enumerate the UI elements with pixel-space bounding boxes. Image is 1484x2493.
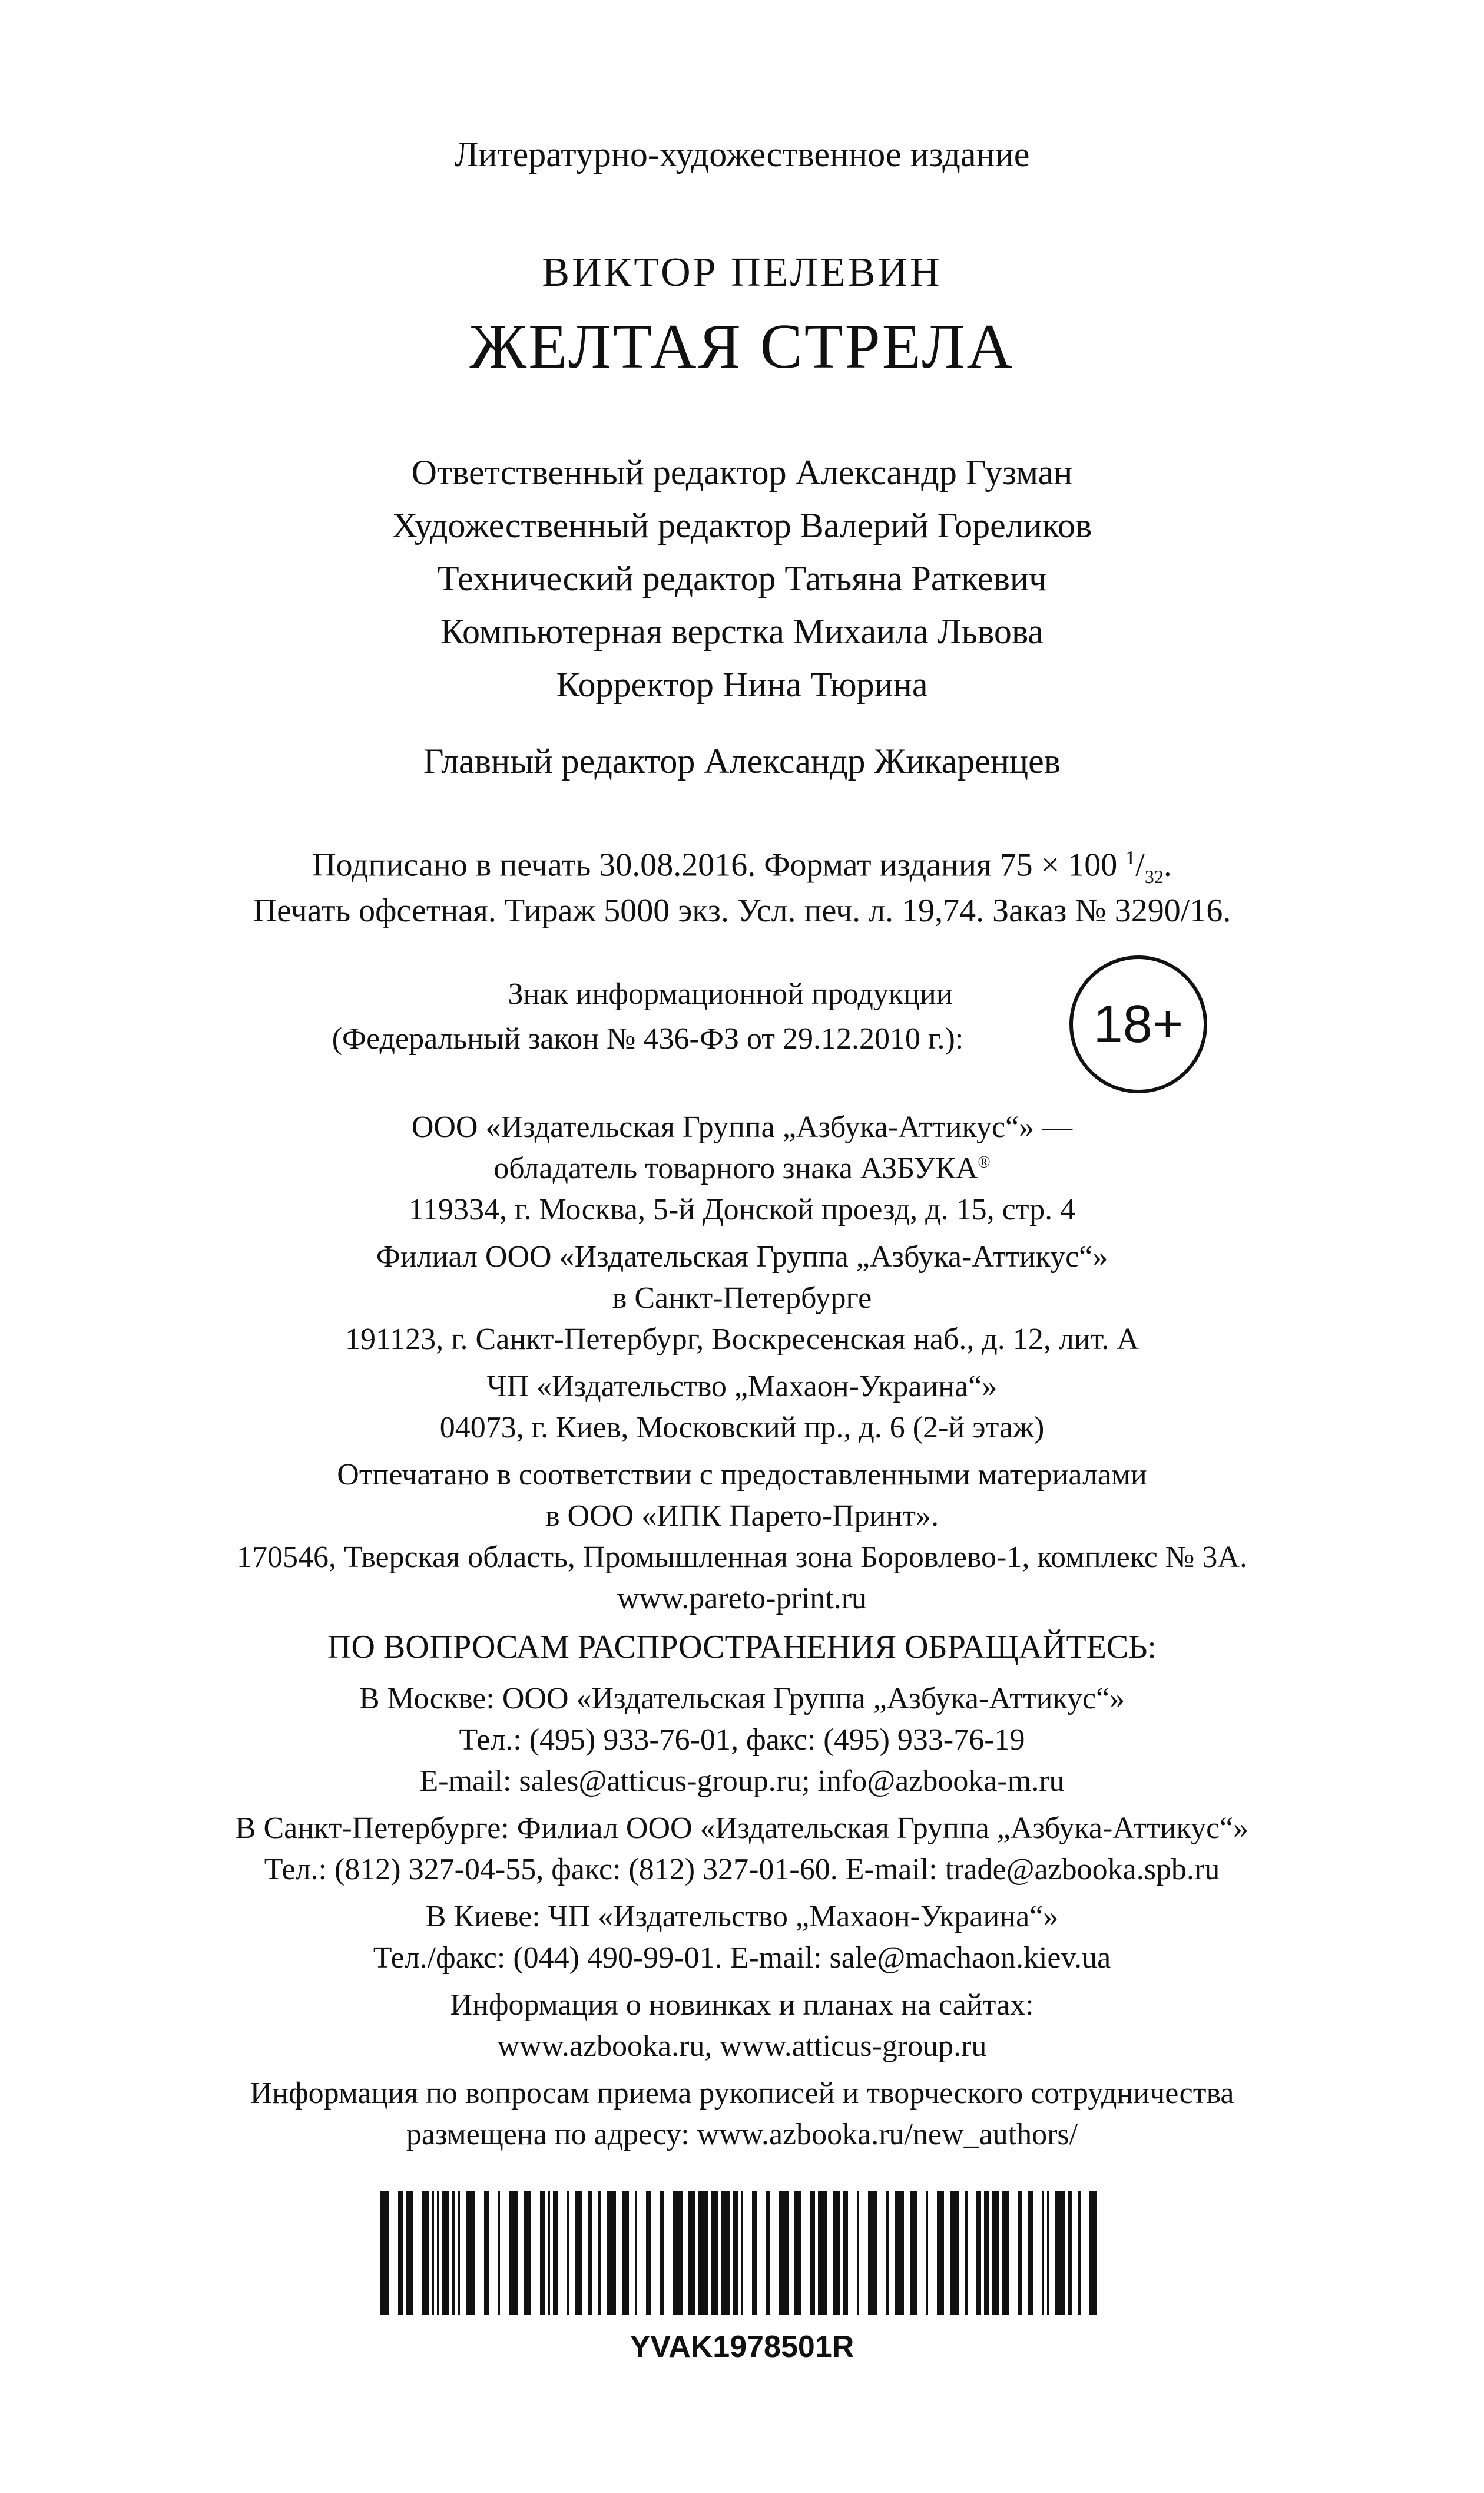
printer-address: 170546, Тверская область, Промышленная зона Боровлево-1, комплекс № 3А. (237, 1540, 1247, 1574)
websites-label: Информация о новинках и планах на сайтах: (450, 1988, 1034, 2022)
age-rating-label: Знак информационной продукции (508, 977, 953, 1011)
registered-mark: ® (978, 1153, 991, 1172)
moscow-phones: Тел.: (495) 933-76-01, факс: (495) 933-76-19 (459, 1723, 1025, 1757)
manuscripts-address: размещена по адресу: www.azbooka.ru/new_authors/ (406, 2118, 1078, 2151)
distribution-heading: ПО ВОПРОСАМ РАСПРОСТРАНЕНИЯ ОБРАЩАЙТЕСЬ: (327, 1629, 1157, 1665)
age-rating-law: (Федеральный закон № 436-ФЗ от 29.12.2010 г.): (332, 1022, 964, 1056)
chief-editor: Главный редактор Александр Жикаренцев (423, 742, 1061, 781)
branch-line: Филиал ООО «Издательская Группа „Азбука-Аттикус“» (376, 1240, 1108, 1274)
credit-line: Технический редактор Татьяна Раткевич (437, 559, 1047, 598)
barcode-icon (380, 2191, 1101, 2315)
credit-line: Компьютерная верстка Михаила Львова (440, 612, 1044, 651)
print-info-line2: Печать офсетная. Тираж 5000 экз. Усл. печ. л. 19,74. Заказ № 3290/16. (253, 892, 1231, 929)
book-title: ЖЕЛТАЯ СТРЕЛА (469, 312, 1015, 382)
moscow-email: E-mail: sales@atticus-group.ru; info@azbooka-m.ru (419, 1764, 1065, 1798)
kiev-contacts: Тел./факс: (044) 490-99-01. E-mail: sale@machaon.kiev.ua (373, 1941, 1111, 1975)
format-denominator: 32 (1144, 865, 1164, 887)
manuscripts-line: Информация по вопросам приема рукописей и творческого сотрудничества (250, 2077, 1234, 2110)
credit-line: Корректор Нина Тюрина (556, 665, 928, 704)
print-info-text: Подписано в печать 30.08.2016. Формат издания 75 × 100 (312, 847, 1118, 884)
barcode-code: YVAK1978501R (630, 2330, 854, 2364)
print-info-end: . (1163, 847, 1172, 884)
printer-line: Отпечатано в соответствии с предоставленными материалами (337, 1458, 1147, 1492)
edition-type: Литературно-художественное издание (454, 135, 1030, 174)
format-numerator: 1 (1125, 847, 1136, 869)
spb-line: В Санкт-Петербурге: Филиал ООО «Издательская Группа „Азбука-Аттикус“» (235, 1811, 1249, 1845)
moscow-line: В Москве: ООО «Издательская Группа „Азбука-Аттикус“» (359, 1682, 1125, 1715)
machaon-address: 04073, г. Киев, Московский пр., д. 6 (2-й этаж) (439, 1411, 1045, 1444)
websites-links: www.azbooka.ru, www.atticus-group.ru (497, 2029, 987, 2063)
publisher-line (0, 1153, 1484, 1184)
age-rating-badge (1069, 955, 1207, 1093)
branch-address: 191123, г. Санкт-Петербург, Воскресенская наб., д. 12, лит. А (345, 1322, 1139, 1356)
printer-website: www.pareto-print.ru (617, 1582, 867, 1615)
author-name: ВИКТОР ПЕЛЕВИН (542, 250, 942, 295)
age-rating-value: 18+ (1093, 994, 1184, 1054)
machaon-line: ЧП «Издательство „Махаон-Украина“» (486, 1370, 998, 1403)
credit-line: Ответственный редактор Александр Гузман (411, 453, 1073, 492)
publisher-line: ООО «Издательская Группа „Азбука-Аттикус“» — (411, 1110, 1073, 1144)
credit-line: Художественный редактор Валерий Гореликов (392, 506, 1092, 545)
spb-contacts: Тел.: (812) 327-04-55, факс: (812) 327-01-60. E-mail: trade@azbooka.spb.ru (264, 1853, 1220, 1886)
printer-line: в ООО «ИПК Парето-Принт». (545, 1499, 939, 1533)
branch-line: в Санкт-Петербурге (612, 1281, 872, 1315)
publisher-trademark-text: обладатель товарного знака АЗБУКА (493, 1152, 978, 1185)
print-info-line1: Подписано в печать 30.08.2016. Формат издания 75 × 100 $^1/_{32}$. (312, 847, 1172, 887)
kiev-line: В Киеве: ЧП «Издательство „Махаон-Украина“» (425, 1900, 1059, 1933)
publisher-address: 119334, г. Москва, 5-й Донской проезд, д. 15, стр. 4 (408, 1193, 1076, 1226)
